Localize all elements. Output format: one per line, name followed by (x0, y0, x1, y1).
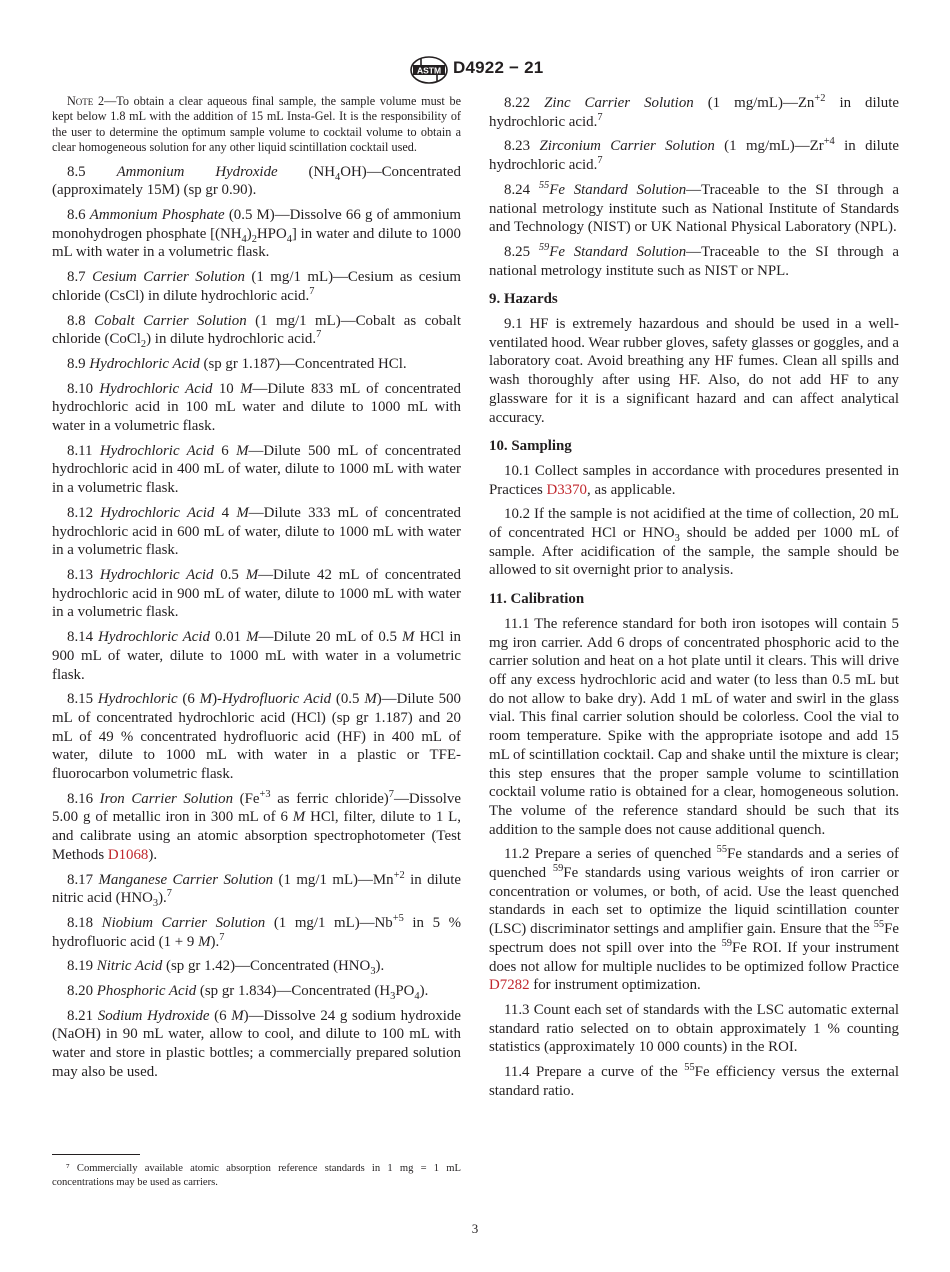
section-8-9: 8.9 Hydrochloric Acid (sp gr 1.187)—Concentrated HCl. (67, 355, 407, 372)
section-11-1: 11.1 The reference standard for both iron isotopes will contain 5 mg iron carrier. Add 6 drops of concentrated phosphoric acid to the carrier solution and heat on a hot plate until it clears. This will drive off any excess hydrochloric acid and water (to less than 0.5 mL but do not allow to bake dry). Add 1 mL of water and swirl in the glass vial. This final carrier solution should be colorless. Cool the vial to room temperature. Spike with the appropriate isotope and add 15 mL of scintillation cocktail. Cap and shake until the mixture is clear; this step ensures that the proper sample volume to scintillation cocktail volume ratio is obtained for a clear, homogeneous solution. The volume of the reference standard should be such that its addition to the sample does not cause additional quench. (489, 615, 899, 838)
section-8-21: 8.21 Sodium Hydroxide (6 M)—Dissolve 24 g sodium hydroxide (NaOH) in 90 mL water, allow to cool, and dilute to 100 mL with water and store in plastic bottles; a commercially prepared solution may also be used. (52, 1007, 461, 1080)
section-9-heading: 9. Hazards (489, 291, 558, 308)
section-8-17: 8.17 Manganese Carrier Solution (1 mg/1 $mL)—Mn^{+2}$ in dilute nitric acid $(HNO_3).^7$ (52, 869, 461, 910)
link-d3370[interactable]: D3370 (546, 481, 588, 498)
left-column (52, 94, 461, 1088)
section-8-7: 8.7 Cesium Carrier Solution (1 mg/1 mL)—Cesium as cesium chloride (CsCl) in dilute hydrochloric acid.$^7$ (52, 269, 461, 304)
section-11-3: 11.3 Count each set of standards with the LSC automatic external standard ratio selected on to obtain approximately 1 % counting statistics (approximately 10 000 counts) in the ROI. (489, 1001, 899, 1056)
document-designation: D4922 − 21 (453, 58, 544, 77)
section-8-18: 8.18 Niobium Carrier Solution (1 mg/1 $mL)—Nb^{+5}$ in 5 % hydrofluoric acid (1 + 9 M).$^7$ (52, 912, 461, 950)
section-8-13: 8.13 Hydrochloric Acid 0.5 M—Dilute 42 mL of concentrated hydrochloric acid in 900 mL of water, dilute to 1000 mL with water in a volumetric flask. (52, 566, 461, 621)
astm-logo-icon (409, 56, 449, 84)
note-2: Note 2—To obtain a clear aqueous final sample, the sample volume must be kept below 1.8 mL with the addition of 15 mL Insta-Gel. It is the responsibility of the user to determine the optimum sample volume to cocktail volume to obtain a clear homogeneous solution for any other liquid scintillation cocktail used. (52, 94, 461, 155)
section-8-23: 8.23 Zirconium Carrier Solution (1 $mg/mL)—Zr^{+4}$ in dilute hydrochloric acid.$^7$ (489, 136, 899, 174)
section-8-5: 8.5 Ammonium Hydroxide $(NH_4OH)—Concentrated$ (approximately 15M) (sp gr 0.90). (52, 163, 461, 199)
section-8-8: 8.8 Cobalt Carrier Solution (1 mg/1 mL)—Cobalt as cobalt chloride (CoCl$_2$) in dilute hydrochloric acid.$^7$ (52, 312, 461, 351)
section-8-22: 8.22 Zinc Carrier Solution (1 $mg/mL)—Zn^{+2}$ in dilute hydrochloric acid.$^7$ (489, 93, 899, 130)
footnote-7: ⁷ Commercially available atomic absorption reference standards in 1 mg = 1 mL concentrations may be used as carriers. (52, 1163, 461, 1188)
section-8-14: 8.14 Hydrochloric Acid 0.01 M—Dilute 20 mL of 0.5 M HCl in 900 mL of water, dilute to 1000 mL with water in a volumetric flask. (52, 629, 461, 683)
section-10-heading: 10. Sampling (489, 438, 572, 455)
section-11-4: 11.4 Prepare a curve of the $^{55}$Fe efficiency versus the external standard ratio. (489, 1062, 899, 1099)
link-d1068[interactable]: D1068 (107, 846, 149, 863)
footnote-rule (52, 1154, 140, 1155)
section-8-10: 8.10 Hydrochloric Acid 10 M—Dilute 833 mL of concentrated hydrochloric acid in 100 mL water and dilute to 1000 mL with water in a volumetric flask. (52, 380, 461, 435)
section-8-11: 8.11 Hydrochloric Acid 6 M—Dilute 500 mL of concentrated hydrochloric acid in 400 mL of water, dilute to 1000 mL with water in a volumetric flask. (52, 442, 461, 497)
section-8-24: 8.24 $^{55}$Fe Standard Solution—Traceable to the SI through a national metrology institute such as National Institute of Standards and Technology (NIST) or UK National Physical Laboratory (NPL). (489, 179, 899, 236)
section-10-2: 10.2 If the sample is not acidified at the time of collection, 20 mL of concentrated HCl or $HNO_3$ should be added per 1000 mL of sample. After acidification of the sample, the sample should be allowed to sit overnight prior to analysis. (489, 506, 899, 579)
section-11-heading: 11. Calibration (489, 591, 585, 608)
page-number: 3 (471, 1221, 479, 1236)
section-8-15: 8.15 Hydrochloric (6 M)-Hydrofluoric Acid (0.5 M)—Dilute 500 mL of concentrated hydrochloric acid (HCl) (sp gr 1.187) and 20 mL of 49 % concentrated hydrofluoric acid (HF) in 400 mL of water, dilute to 1000 mL with water in a plastic or TFE-fluorocarbon volumetric flask. (52, 691, 461, 783)
section-9-1: 9.1 HF is extremely hazardous and should be used in a well-ventilated hood. Wear rubber gloves, safety glasses or goggles, and a laboratory coat. Avoid breathing any HF fumes. Clean all spills and wash thoroughly after using HF. Also, do not add HF to any glassware for it is a significant hazard and can affect analytical accuracy. (489, 316, 899, 426)
section-8-20: 8.20 Phosphoric Acid (sp gr 1.834)—Concentrated $(H_3PO_4)$. (67, 983, 429, 1003)
section-8-16: 8.16 Iron Carrier Solution ($Fe^{+3}$ as ferric chloride)$^7$—Dissolve 5.00 g of metallic iron in 300 mL of 6 M HCl, filter, dilute to 1 L, and calibrate using an atomic absorption spectrophotometer (Test Methods D1068). (52, 788, 461, 863)
page-header (0, 56, 950, 86)
section-8-25: 8.25 $^{59}$Fe Standard Solution—Traceable to the SI through a national metrology institute such as NIST or NPL. (489, 241, 899, 279)
section-8-6: 8.6 Ammonium Phosphate (0.5 M)—Dissolve 66 g of ammonium monohydrogen phosphate $[(NH_4)_2HPO_4]$ in water and dilute to 1000 mL with water in a volumetric flask. (52, 207, 461, 261)
link-d7282[interactable]: D7282 (489, 977, 530, 994)
section-8-19: 8.19 Nitric Acid (sp gr 1.42)—Concentrated $(HNO_3)$. (67, 958, 385, 978)
section-8-12: 8.12 Hydrochloric Acid 4 M—Dilute 333 mL of concentrated hydrochloric acid in 600 mL of water, dilute to 1000 mL with water in a volumetric flask. (52, 504, 461, 559)
right-column (489, 94, 899, 1106)
section-11-2: 11.2 Prepare a series of quenched $^{55}$Fe standards and a series of quenched $^{59}$Fe standards using various weights of iron carrier or concentration or volumes, or both, of acid. Use the least quenched standards in each set to optimize the liquid scintillation counter (LSC) discriminator settings and amplifier gain. Ensure that the $^{55}$Fe spectrum does not spill over into the $^{59}$Fe ROI. If your instrument does not allow for multiple nuclides to be optimized follow Practice D7282 for instrument optimization. (489, 844, 899, 994)
svg-text:ASTM: ASTM (416, 65, 442, 76)
section-10-1: 10.1 Collect samples in accordance with procedures presented in Practices D3370, as applicable. (489, 462, 899, 498)
